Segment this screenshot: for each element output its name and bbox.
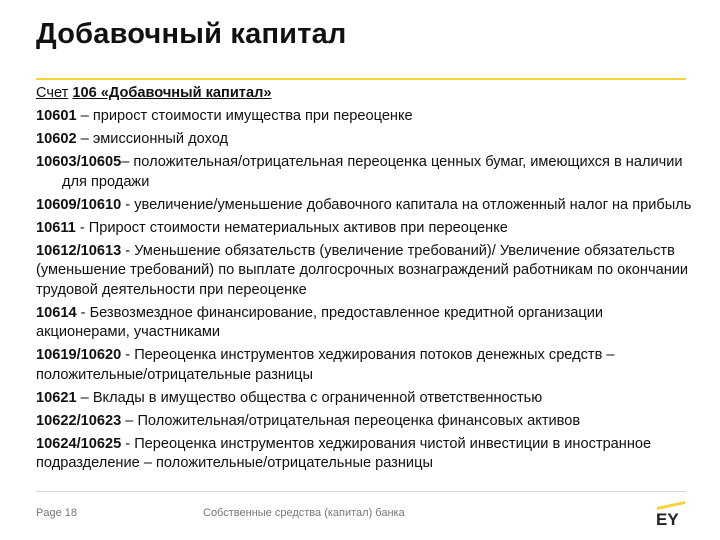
- item-text: - Переоценка инструментов хеджирования чистой инвестиции в иностранное подразделение – положительные/отрицательные разницы: [36, 435, 652, 471]
- title-divider: [36, 78, 686, 80]
- content-list: [36, 84, 696, 477]
- list-item: [36, 153, 696, 192]
- list-item: [36, 107, 696, 127]
- account-name: 106 «Добавочный капитал»: [72, 85, 272, 101]
- list-item: [36, 389, 696, 409]
- account-prefix: Счет: [36, 85, 69, 101]
- item-text: – положительная/отрицательная переоценка ценных бумаг, имеющихся в наличии для продажи: [62, 154, 683, 190]
- account-heading: [36, 84, 696, 104]
- list-item: [36, 219, 696, 239]
- list-item: [36, 435, 696, 474]
- item-text: - Переоценка инструментов хеджирования потоков денежных средств – положительные/отрицательные разницы: [36, 347, 615, 383]
- item-text: - Прирост стоимости нематериальных активов при переоценке: [75, 219, 508, 236]
- item-text: – прирост стоимости имущества при переоценке: [76, 108, 413, 124]
- item-code: 10621: [36, 389, 77, 406]
- item-text: - Безвозмездное финансирование, предоставленное кредитной организации акционерами, участниками: [36, 304, 604, 340]
- item-code: 10611: [36, 219, 76, 236]
- svg-text:EY: EY: [656, 510, 679, 526]
- item-text: – Положительная/отрицательная переоценка финансовых активов: [121, 412, 581, 429]
- page-number: Page 18: [36, 507, 77, 519]
- item-code: 10603/10605: [36, 154, 122, 170]
- list-item: [36, 242, 696, 301]
- item-code: 10614: [36, 304, 77, 321]
- footer-divider: [36, 491, 686, 492]
- list-item: [36, 412, 696, 432]
- list-item: [36, 130, 696, 150]
- item-code: 10601: [36, 108, 77, 124]
- item-code: 10619/10620: [36, 347, 122, 363]
- item-text: - увеличение/уменьшение добавочного капитала на отложенный налог на прибыль: [121, 196, 692, 213]
- item-text: - Уменьшение обязательств (увеличение требований)/ Увеличение обязательств (уменьшение требований) по выплате долгосрочных вознаграждений работникам по окончании трудовой деятельности при переоценке: [36, 242, 689, 298]
- footer-title: Собственные средства (капитал) банка: [203, 507, 405, 519]
- item-text: – эмиссионный доход: [76, 131, 229, 147]
- page-title: Добавочный капитал: [36, 18, 347, 50]
- ey-logo: [655, 500, 689, 526]
- list-item: [36, 304, 696, 343]
- item-code: 10624/10625: [36, 435, 122, 452]
- item-code: 10609/10610: [36, 196, 122, 213]
- item-code: 10602: [36, 131, 77, 147]
- item-code: 10622/10623: [36, 412, 122, 429]
- list-item: [36, 346, 696, 385]
- item-text: – Вклады в имущество общества с ограниченной ответственностью: [76, 389, 543, 406]
- list-item: [36, 196, 696, 216]
- item-code: 10612/10613: [36, 242, 122, 259]
